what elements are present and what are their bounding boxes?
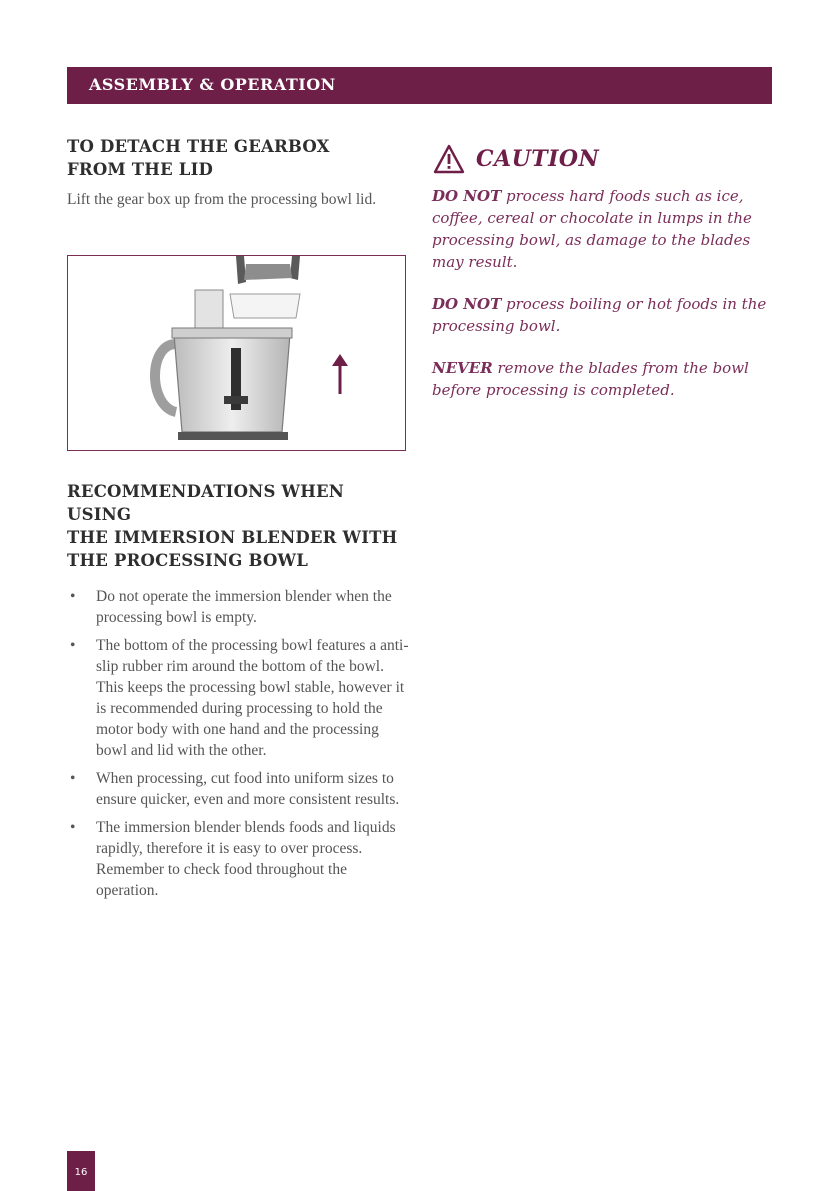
page-number-box bbox=[67, 1151, 95, 1191]
recommendations-heading-line1: RECOMMENDATIONS WHEN USING bbox=[67, 482, 345, 524]
list-item: • Do not operate the immersion blender when the processing bowl is empty. bbox=[70, 588, 392, 626]
section-header-bar bbox=[67, 67, 772, 104]
recommendations-heading bbox=[67, 480, 412, 572]
processing-bowl-illustration bbox=[68, 256, 406, 451]
bullet-icon: • bbox=[70, 770, 76, 787]
list-item: • The bottom of the processing bowl features a anti-slip rubber rim around the bottom of the bowl. This keeps the processing bowl stable, however it is recommended during processing to hold the motor body with one hand and the processing bowl and lid with the other. bbox=[70, 637, 409, 759]
section-title: ASSEMBLY & OPERATION bbox=[89, 75, 336, 94]
detach-section bbox=[67, 135, 407, 210]
list-item: • When processing, cut food into uniform sizes to ensure quicker, even and more consistent results. bbox=[70, 770, 400, 808]
detach-heading-line2: FROM THE LID bbox=[67, 160, 214, 179]
caution-paragraph-2: DO NOT process boiling or hot foods in the processing bowl. bbox=[432, 295, 767, 335]
bullet-icon: • bbox=[70, 588, 76, 605]
warning-triangle-icon bbox=[432, 143, 466, 175]
detach-heading-line1: TO DETACH THE GEARBOX bbox=[67, 137, 330, 156]
caution-paragraph-3: NEVER remove the blades from the bowl before processing is completed. bbox=[432, 359, 749, 399]
detach-heading bbox=[67, 135, 407, 181]
recommendations-heading-line2: THE IMMERSION BLENDER WITH bbox=[67, 528, 398, 547]
recommendations-section bbox=[67, 480, 412, 908]
caution-title-row bbox=[432, 141, 777, 177]
recommendations-heading-line3: THE PROCESSING BOWL bbox=[67, 551, 309, 570]
bullet-icon: • bbox=[70, 819, 76, 836]
bullet-icon: • bbox=[70, 637, 76, 654]
caution-title: CAUTION bbox=[476, 146, 600, 172]
page-number: 16 bbox=[74, 1167, 88, 1178]
recommendations-list bbox=[67, 586, 412, 901]
gearbox-detach-photo bbox=[67, 255, 406, 451]
caution-paragraph-1: DO NOT process hard foods such as ice, coffee, cereal or chocolate in lumps in the processing bowl, as damage to the blades may result. bbox=[432, 187, 752, 271]
detach-body: Lift the gear box up from the processing bowl lid. bbox=[67, 191, 377, 208]
caution-box bbox=[432, 141, 777, 401]
list-item: • The immersion blender blends foods and liquids rapidly, therefore it is easy to over process. Remember to check food throughout the operation. bbox=[70, 819, 396, 899]
